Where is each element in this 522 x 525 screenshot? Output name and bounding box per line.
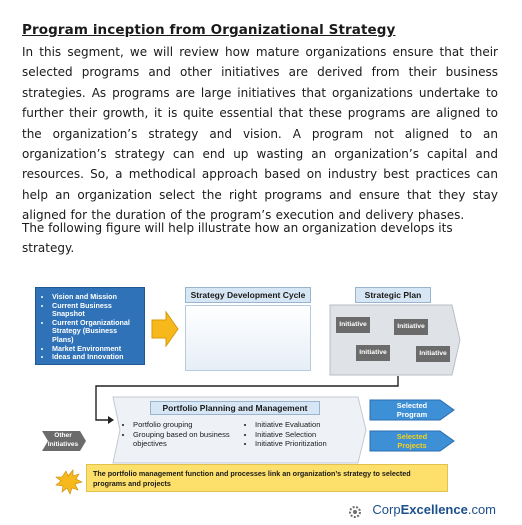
- brand-prefix: Corp: [372, 502, 401, 517]
- input-item: • Current Business Snapshot: [52, 302, 140, 319]
- portfolio-item: • Grouping based on business objectives: [133, 430, 236, 449]
- initiative-tag: Initiative: [336, 317, 370, 333]
- strategy-inputs-box: [35, 287, 145, 365]
- input-item: • Vision and Mission: [52, 293, 140, 302]
- intro-paragraph: In this segment, we will review how mature organizations ensure that their selected programs and other initiatives are derived from their business strategies. As programs are large initiatives that organizations undertake to further their growth, it is quite essential that these programs are aligned to the organization’s strategy and vision. A program not aligned to an organization’s strategy can end up wasting an organization’s capital and resources. So, a methodical approach based on industry best practices can help an organization select the right programs and ensure that they stay aligned for the duration of the program’s execution and delivery phases.: [22, 45, 498, 223]
- input-item: • Market Environment: [52, 345, 140, 354]
- input-item: • Current Organizational Strategy (Business Plans): [52, 319, 140, 345]
- plan-panel: [330, 305, 460, 375]
- cycle-title: Strategy Development Cycle: [185, 287, 311, 303]
- portfolio-item: • Initiative Evaluation: [255, 420, 356, 430]
- connector-arrowhead: [108, 416, 114, 424]
- brand-wordmark: [372, 502, 496, 517]
- cycle-panel: [185, 305, 311, 371]
- other-initiatives-label: Other Initiatives: [47, 432, 79, 448]
- portfolio-title: Portfolio Planning and Management: [150, 401, 320, 415]
- brand-logo-icon: [350, 507, 360, 517]
- portfolio-item: • Initiative Selection: [255, 430, 356, 440]
- portfolio-note: The portfolio management function and processes link an organization’s strategy to selected programs and projects: [86, 464, 448, 492]
- portfolio-right-list: [246, 420, 356, 449]
- brand-domain: .com: [467, 502, 496, 517]
- input-to-cycle-arrow: [152, 312, 178, 346]
- selected-program-label: Selected Program: [396, 401, 428, 419]
- initiative-tag: Initiative: [416, 346, 450, 362]
- initiative-tag: Initiative: [356, 345, 390, 361]
- portfolio-left-list: [124, 420, 236, 449]
- plan-title: Strategic Plan: [355, 287, 431, 303]
- input-item: • Ideas and Innovation: [52, 353, 140, 362]
- portfolio-item: • Portfolio grouping: [133, 420, 236, 430]
- portfolio-item: • Initiative Prioritization: [255, 439, 356, 449]
- selected-projects-label: Selected Projects: [396, 432, 428, 450]
- initiative-tag: Initiative: [394, 319, 428, 335]
- starburst-icon: [56, 470, 82, 494]
- brand-suffix: Excellence: [400, 502, 468, 517]
- section-heading: Program inception from Organizational Strategy: [22, 22, 396, 38]
- figure-intro-paragraph: The following figure will help illustrate how an organization develops its strategy.: [22, 221, 453, 255]
